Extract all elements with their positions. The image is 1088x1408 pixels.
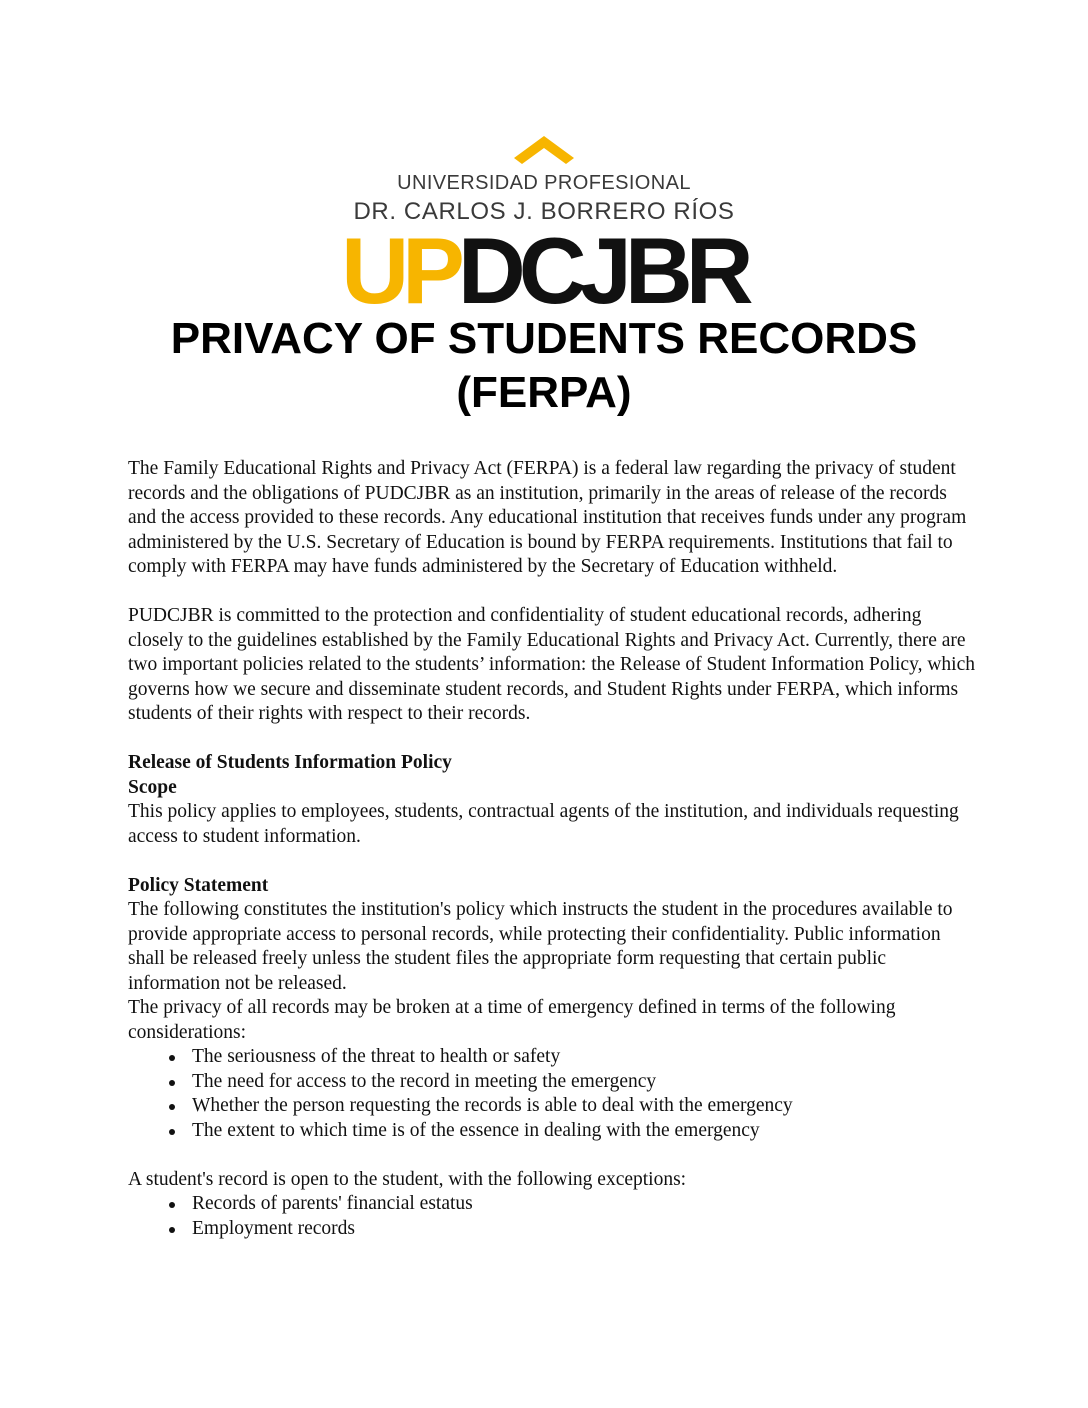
- wordmark-accent: UP: [341, 218, 458, 323]
- bullet-icon: [169, 1129, 175, 1135]
- chevron-logo-icon: [514, 136, 574, 166]
- bullet-icon: [169, 1080, 175, 1086]
- list-item: The need for access to the record in meeting the emergency: [166, 1070, 976, 1095]
- list-item: Whether the person requesting the records is able to deal with the emergency: [166, 1094, 976, 1119]
- university-name-line2: DR. CARLOS J. BORRERO RÍOS: [353, 198, 735, 225]
- commitment-paragraph: PUDCJBR is committed to the protection and confidentiality of student educational records, adhering closely to the guidelines established by the Family Educational Rights and Privacy Act. Currently, there are two important policies related to the students’ information: the Release of Student Information Policy, which governs how we secure and disseminate student records, and Student Rights under FERPA, which informs students of their rights with respect to their records.: [128, 605, 975, 724]
- scope-paragraph: This policy applies to employees, students, contractual agents of the institution, and individuals requesting access to student information.: [128, 801, 959, 847]
- bullet-icon: [169, 1227, 175, 1233]
- exceptions-list: [128, 1192, 976, 1241]
- list-item: Employment records: [166, 1217, 976, 1242]
- wordmark-rest: DCJBR: [457, 218, 747, 323]
- bullet-icon: [169, 1202, 175, 1208]
- release-policy-heading: Release of Students Information Policy: [128, 752, 452, 773]
- policy-statement-heading: Policy Statement: [128, 874, 269, 896]
- title-line1: PRIVACY OF STUDENTS RECORDS: [170, 314, 918, 363]
- bullet-icon: [169, 1055, 175, 1061]
- university-name-line1: UNIVERSIDAD PROFESIONAL: [397, 172, 691, 194]
- title-line2: (FERPA): [456, 368, 632, 417]
- updcjbr-wordmark-logo: [0, 218, 1088, 323]
- list-item: The extent to which time is of the essence in dealing with the emergency: [166, 1119, 976, 1144]
- scope-heading: Scope: [128, 776, 177, 798]
- emergency-paragraph: The privacy of all records may be broken at a time of emergency defined in terms of the following considerations:: [128, 997, 896, 1043]
- list-item: Records of parents' financial estatus: [166, 1192, 976, 1217]
- exceptions-paragraph: A student's record is open to the student, with the following exceptions:: [128, 1168, 687, 1190]
- page-title: [0, 312, 1088, 420]
- bullet-icon: [169, 1104, 175, 1110]
- policy-statement-paragraph: The following constitutes the institution's policy which instructs the student in the procedures available to provide appropriate access to personal records, while protecting their confidentiality. Public information shall be released freely unless the student files the appropriate form requesting that certain public information not be released.: [128, 899, 953, 994]
- intro-paragraph: The Family Educational Rights and Privacy Act (FERPA) is a federal law regarding the privacy of student records and the obligations of PUDCJBR as an institution, primarily in the areas of release of the records and the access provided to these records. Any educational institution that receives funds under any program administered by the U.S. Secretary of Education is bound by FERPA requirements. Institutions that fail to comply with FERPA may have funds administered by the Secretary of Education withheld.: [128, 458, 967, 577]
- document-body: [128, 457, 976, 1241]
- emergency-list: [128, 1045, 976, 1143]
- list-item: The seriousness of the threat to health or safety: [166, 1045, 976, 1070]
